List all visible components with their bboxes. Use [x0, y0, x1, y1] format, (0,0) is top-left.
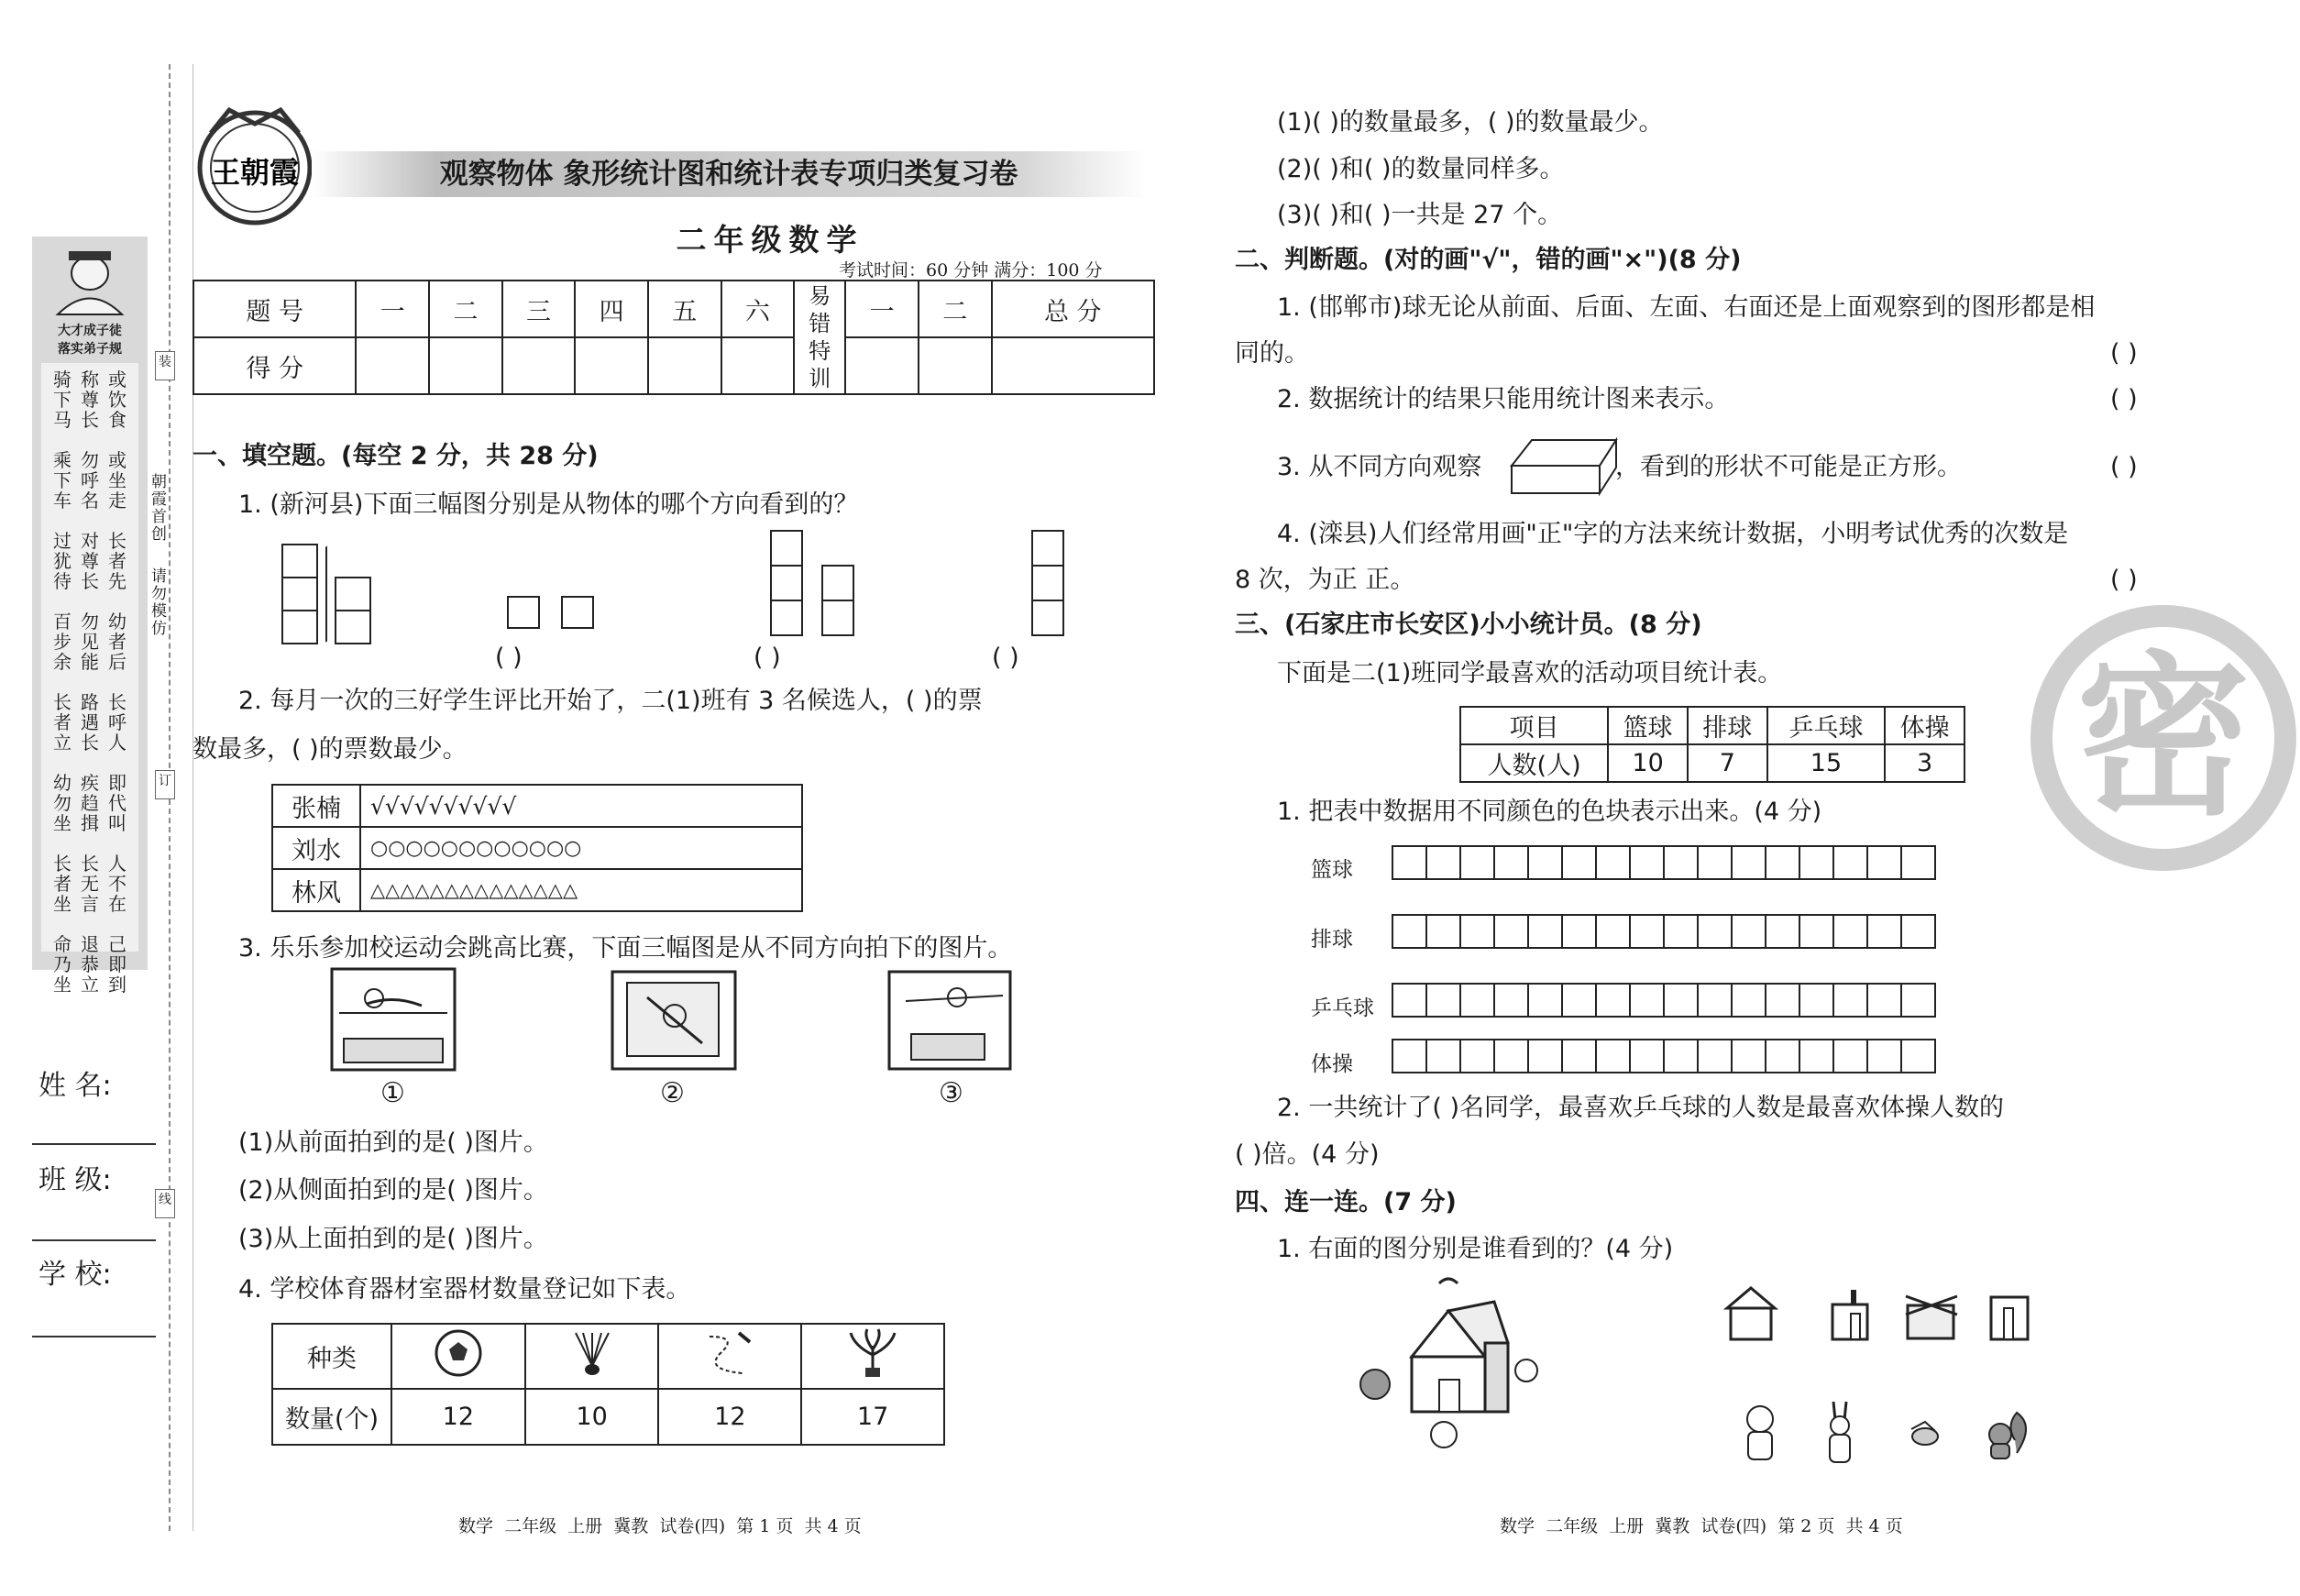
judge-4-answer[interactable]: ( )	[2110, 566, 2138, 594]
score-cell[interactable]	[502, 337, 576, 394]
motto-2: 落实弟子规	[58, 342, 122, 357]
judge-3-part-2: ，看到的形状不可能是正方形。	[1615, 453, 1962, 481]
binding-mark-2: 订	[155, 770, 175, 799]
score-head: 四	[575, 281, 648, 337]
vote-name: 刘水	[272, 827, 360, 869]
poem-col-3: 或饮食 或坐走 长者先 幼者后 长呼人 即代叫 人不在 己即到	[108, 369, 127, 996]
judge-1-line-1: 1. (邯郸市)球无论从前面、后面、左面、右面还是上面观察到的图形都是相	[1277, 293, 2096, 322]
photo-top-icon	[611, 970, 737, 1071]
equip-value: 12	[658, 1389, 801, 1445]
house-view-side-icon	[1829, 1286, 1875, 1343]
q1-blank-1[interactable]: ( )	[495, 644, 523, 672]
question-2-line-2: 数最多，( )的票数最少。	[193, 735, 468, 764]
judge-3-answer[interactable]: ( )	[2110, 453, 2138, 481]
activity-head: 项目	[1460, 707, 1608, 744]
activity-cell: 15	[1767, 744, 1886, 782]
score-cell[interactable]	[429, 337, 502, 394]
grid-row-volleyball[interactable]	[1393, 914, 1936, 949]
score-cell[interactable]	[575, 337, 648, 394]
score-head-easy-error: 易错特训	[794, 281, 845, 394]
question-1: 1. (新河县)下面三幅图分别是从物体的哪个方向看到的？	[238, 490, 859, 519]
grid-row-basketball[interactable]	[1393, 845, 1936, 880]
section-3-q2-line-2: ( )倍。(4 分)	[1235, 1140, 1380, 1169]
house-view-top-icon	[1902, 1283, 1961, 1344]
exam-info: 考试时间：60 分钟 满分：100 分	[839, 260, 1103, 281]
question-2-line-1: 2. 每月一次的三好学生评比开始了，二(1)班有 3 名候选人，( )的票	[238, 687, 983, 715]
section-3-intro: 下面是二(1)班同学最喜欢的活动项目统计表。	[1277, 659, 1783, 688]
activity-cell: 人数(人)	[1460, 744, 1608, 782]
seal-char: 密	[2075, 636, 2250, 839]
scholar-figure-icon	[49, 246, 131, 319]
vote-table	[271, 784, 803, 912]
grid-row-gymnastics[interactable]	[1393, 1039, 1936, 1073]
plant-icon	[801, 1324, 944, 1389]
activity-head: 篮球	[1608, 707, 1688, 744]
brand-logo-icon	[183, 96, 330, 234]
photo-label-3: ③	[939, 1077, 963, 1109]
section-4-title: 四、连一连。(7 分)	[1235, 1188, 1457, 1216]
name-label: 姓 名:	[39, 1070, 112, 1102]
question-3-1: (1)从前面拍到的是( )图片。	[238, 1128, 548, 1157]
section-3-q1: 1. 把表中数据用不同颜色的色块表示出来。(4 分)	[1277, 798, 1822, 826]
house-scene-icon	[1348, 1274, 1568, 1467]
footer-left: 数学 二年级 上册 冀教 试卷(四) 第 1 页 共 4 页	[458, 1516, 862, 1536]
score-cell[interactable]	[648, 337, 721, 394]
judge-4-line-1: 4. (滦县)人们经常用画"正"字的方法来统计数据，小明考试优秀的次数是	[1277, 520, 2069, 548]
grid-label-volleyball: 排球	[1311, 928, 1353, 952]
cuboid-icon	[1508, 429, 1618, 502]
class-line[interactable]	[32, 1239, 156, 1241]
class-label: 班 级:	[39, 1164, 112, 1196]
vote-marks: √√√√√√√√√√	[360, 785, 802, 827]
question-3-3: (3)从上面拍到的是( )图片。	[238, 1225, 548, 1253]
judge-4-line-2: 8 次，为正 正。	[1235, 566, 1415, 594]
footer-right: 数学 二年级 上册 冀教 试卷(四) 第 2 页 共 4 页	[1500, 1516, 1903, 1536]
photo-front-icon	[330, 967, 458, 1072]
bird-icon	[1902, 1416, 1948, 1453]
photo-label-1: ①	[380, 1077, 405, 1109]
score-head: 题 号	[193, 281, 356, 337]
judge-2-answer[interactable]: ( )	[2110, 385, 2138, 413]
rabbit-icon	[1817, 1398, 1863, 1467]
judge-1-line-2: 同的。	[1235, 339, 1309, 368]
jump-rope-icon	[658, 1324, 801, 1389]
section-4-q1: 1. 右面的图分别是谁看到的？(4 分)	[1277, 1235, 1674, 1263]
question-3: 3. 乐乐参加校运动会跳高比赛，下面三幅图是从不同方向拍下的图片。	[238, 934, 1013, 963]
score-head: 二	[429, 281, 502, 337]
equip-value: 12	[391, 1389, 525, 1445]
squirrel-icon	[1980, 1407, 2035, 1462]
vote-name: 林风	[272, 869, 360, 911]
q1-blank-3[interactable]: ( )	[992, 644, 1019, 672]
poem-col-2: 称尊长 勿呼名 对尊长 勿见能 路遇长 疾趋揖 长无言 退恭立	[81, 369, 99, 996]
judge-3-part-1: 3. 从不同方向观察	[1277, 453, 1482, 481]
activity-head: 排球	[1688, 707, 1767, 744]
section-3-title: 三、(石家庄市长安区)小小统计员。(8 分)	[1235, 611, 1702, 639]
section-2-title: 二、判断题。(对的画"√"，错的画"×")(8 分)	[1235, 246, 1742, 274]
judge-1-answer[interactable]: ( )	[2110, 339, 2138, 368]
activity-head: 乒乓球	[1767, 707, 1886, 744]
score-cell[interactable]	[356, 337, 429, 394]
vote-marks: ○○○○○○○○○○○○	[360, 827, 802, 869]
binding-mark-3: 线	[155, 1189, 175, 1218]
grid-row-pingpong[interactable]	[1393, 983, 1936, 1018]
poem-col-1: 骑下马 乘下车 过犹待 百步余 长者立 幼勿坐 长者坐 命乃坐	[53, 369, 72, 996]
q1-blank-2[interactable]: ( )	[754, 644, 781, 672]
grade-subject: 二年级数学	[676, 222, 864, 258]
seal-note-1: 朝霞首创	[151, 473, 167, 544]
svg-text:王朝霞: 王朝霞	[210, 155, 300, 190]
section-3-q2-line-1: 2. 一共统计了( )名同学，最喜欢乒乓球的人数是最喜欢体操人数的	[1277, 1094, 2004, 1122]
shuttlecock-icon	[525, 1324, 659, 1389]
equip-label-count: 数量(个)	[272, 1389, 391, 1445]
confidential-seal	[2030, 605, 2296, 871]
score-table	[193, 280, 1155, 395]
grid-label-gymnastics: 体操	[1311, 1052, 1353, 1076]
photo-side-icon	[887, 970, 1012, 1071]
question-3-2: (2)从侧面拍到的是( )图片。	[238, 1176, 548, 1205]
score-cell[interactable]	[919, 337, 992, 394]
activity-cell: 10	[1608, 744, 1688, 782]
equip-label-type: 种类	[272, 1324, 391, 1389]
activity-table	[1459, 706, 1965, 783]
grid-label-basketball: 篮球	[1311, 858, 1353, 882]
section-1-title: 一、填空题。(每空 2 分，共 28 分)	[193, 442, 599, 470]
activity-cell: 7	[1688, 744, 1767, 782]
soccer-ball-icon	[391, 1324, 525, 1389]
score-head: 二	[919, 281, 992, 337]
puppy-icon	[1737, 1403, 1783, 1467]
question-4: 4. 学校体育器材室器材数量登记如下表。	[238, 1275, 691, 1304]
score-head: 一	[356, 281, 429, 337]
vote-marks: △△△△△△△△△△△△△△	[360, 869, 802, 911]
equip-value: 17	[801, 1389, 944, 1445]
house-view-front-icon	[1723, 1286, 1778, 1343]
equip-value: 10	[525, 1389, 659, 1445]
sidebar-panel	[32, 237, 148, 996]
grid-label-pingpong: 乒乓球	[1311, 996, 1374, 1020]
activity-head: 体操	[1885, 707, 1964, 744]
score-label: 得 分	[193, 337, 356, 394]
name-line[interactable]	[32, 1143, 156, 1145]
binding-mark-1: 装	[155, 351, 175, 380]
equipment-table	[271, 1323, 945, 1446]
score-head: 六	[721, 281, 795, 337]
score-cell[interactable]	[721, 337, 795, 394]
judge-2: 2. 数据统计的结果只能用统计图来表示。	[1277, 385, 1730, 413]
school-label: 学 校:	[39, 1259, 112, 1291]
score-head: 总 分	[992, 281, 1154, 337]
photo-label-2: ②	[660, 1077, 685, 1109]
seal-note-2: 请勿模仿	[151, 567, 167, 638]
right-q4-3: (3)( )和( )一共是 27 个。	[1277, 201, 1563, 229]
school-line[interactable]	[32, 1336, 156, 1337]
activity-cell: 3	[1885, 744, 1964, 782]
score-cell[interactable]	[992, 337, 1154, 394]
score-head: 三	[502, 281, 576, 337]
motto-1: 大才成子徒	[58, 324, 122, 338]
house-view-back-icon	[1987, 1286, 2033, 1343]
exam-title: 观察物体 象形统计图和统计表专项归类复习卷	[439, 158, 1018, 191]
score-head: 一	[845, 281, 919, 337]
score-head: 五	[648, 281, 721, 337]
right-q4-2: (2)( )和( )的数量同样多。	[1277, 155, 1565, 183]
right-q4-1: (1)( )的数量最多，( )的数量最少。	[1277, 108, 1664, 137]
score-cell[interactable]	[845, 337, 919, 394]
vote-name: 张楠	[272, 785, 360, 827]
